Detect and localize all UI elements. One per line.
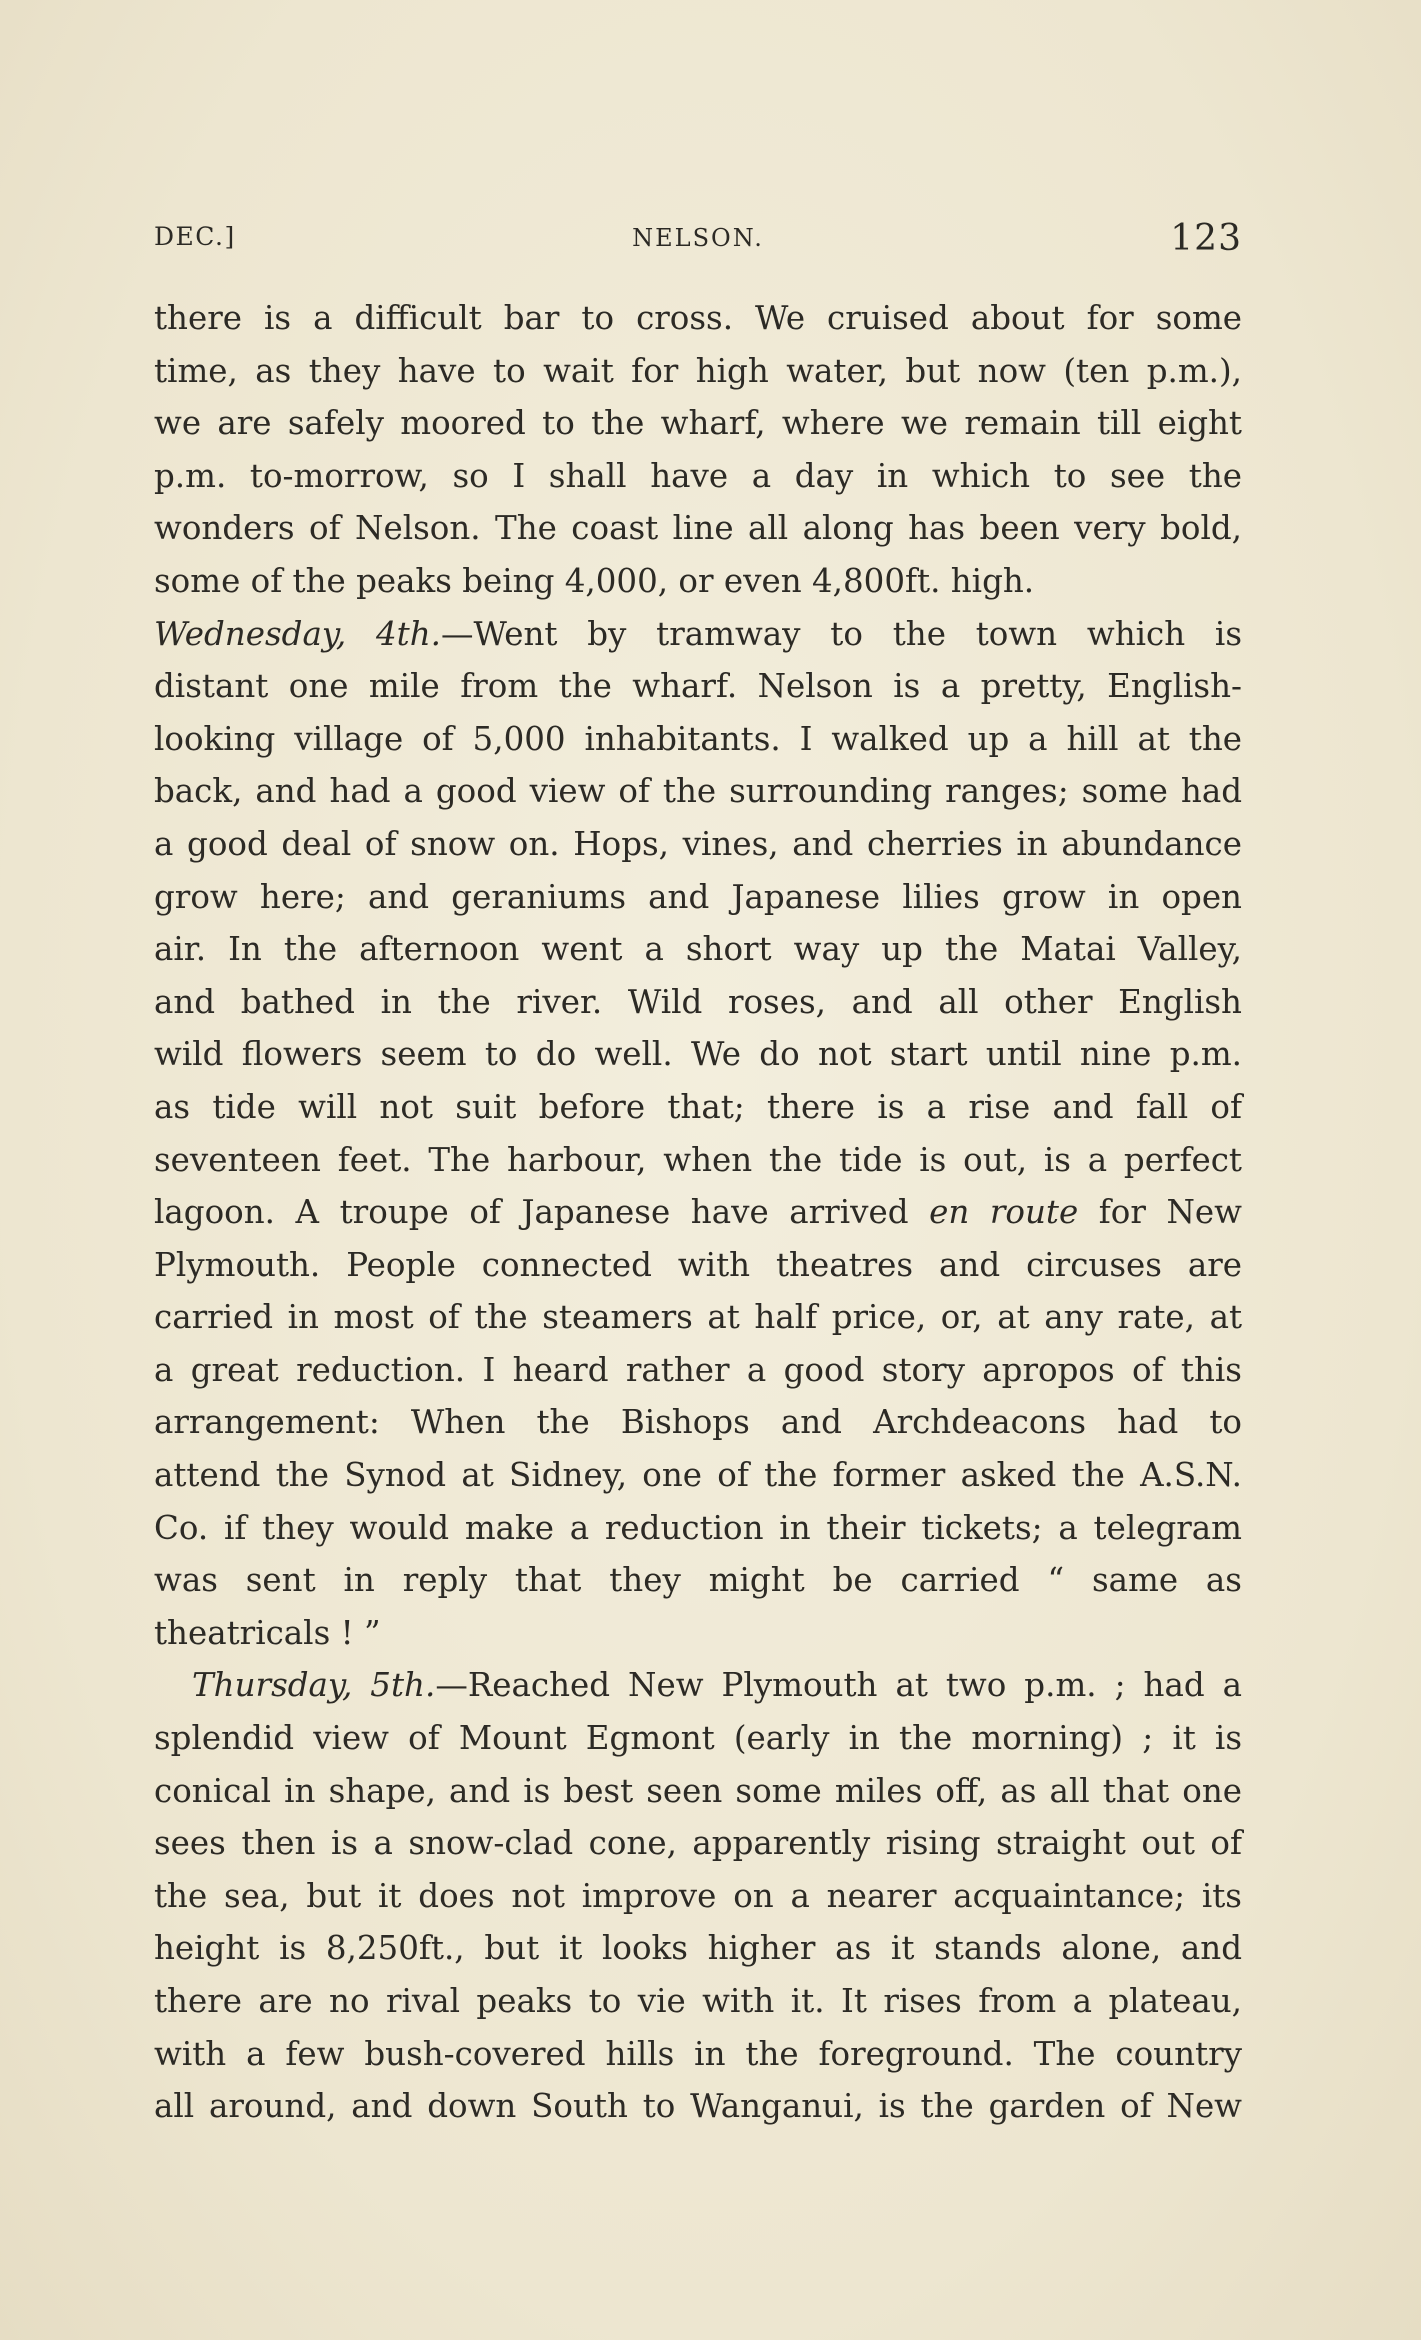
text-line: back, and had a good view of the surrounding ranges; some had [154,772,1242,811]
italic-phrase: en route [929,1193,1079,1232]
text-line: there are no rival peaks to vie with it. It rises from a plateau, [154,1982,1242,2020]
text-line: some of the peaks being 4,000, or even 4,800ft. high. [154,561,1035,600]
text-line: carried in most of the steamers at half price, or, at any rate, at [154,1298,1242,1337]
text-line: as tide will not suit before that; there is a rise and fall of [154,1087,1242,1126]
text-line: air. In the afternoon went a short way up the Matai Valley, [154,930,1242,969]
text-line: wild flowers seem to do well. We do not start until nine p.m. [154,1035,1242,1074]
text-line: a good deal of snow on. Hops, vines, and cherries in abundance [154,824,1242,863]
text-line: and bathed in the river. Wild roses, and all other English [154,982,1242,1021]
text-line: Plymouth. People connected with theatres and circuses are [154,1245,1242,1284]
text-line: Thursday, 5th.—Reached New Plymouth at two p.m. ; had a [192,1666,1242,1705]
text-line: we are safely moored to the wharf, where we remain till eight [154,404,1242,443]
text-line: p.m. to-morrow, so I shall have a day in which to see the [154,456,1242,495]
text-line: splendid view of Mount Egmont (early in the morning) ; it is [154,1719,1242,1758]
text-line: theatricals ! ” [154,1613,381,1652]
date-heading: Wednesday, 4th. [154,614,441,653]
text-line: time, as they have to wait for high water, but now (ten p.m.), [154,351,1242,390]
text-line: a great reduction. I heard rather a good story apropos of this [154,1350,1242,1389]
page-number: 123 [1170,218,1242,259]
text-line: sees then is a snow-clad cone, apparently rising straight out of [154,1824,1242,1863]
text-line: looking village of 5,000 inhabitants. I walked up a hill at the [154,719,1242,758]
text-line: height is 8,250ft., but it looks higher as it stands alone, and [154,1929,1242,1968]
text-line: there is a difficult bar to cross. We cruised about for some [154,299,1242,337]
text-line: wonders of Nelson. The coast line all along has been very bold, [154,509,1242,548]
header-title: NELSON. [632,224,764,252]
text-line: Co. if they would make a reduction in their tickets; a telegram [154,1508,1242,1547]
text-line: lagoon. A troupe of Japanese have arrived en route for New [154,1193,1242,1232]
text-line: with a few bush-covered hills in the foreground. The country [154,2034,1242,2073]
text-line: conical in shape, and is best seen some miles off, as all that one [154,1771,1242,1810]
text-line: grow here; and geraniums and Japanese lilies grow in open [154,877,1242,916]
text-line: seventeen feet. The harbour, when the tide is out, is a perfect [154,1140,1242,1179]
text-line: was sent in reply that they might be carried “ same as [154,1561,1242,1600]
text-line: Wednesday, 4th.—Went by tramway to the town which is [154,614,1243,653]
text-line: the sea, but it does not improve on a nearer acquaintance; its [154,1876,1242,1915]
date-heading: Thursday, 5th. [192,1666,436,1705]
body-text [154,292,1242,2133]
header-section-mark: DEC.] [154,222,236,251]
running-header [154,218,1242,268]
text-line: attend the Synod at Sidney, one of the former asked the A.S.N. [154,1456,1242,1495]
text-line: distant one mile from the wharf. Nelson is a pretty, English- [154,667,1242,706]
text-line: arrangement: When the Bishops and Archdeacons had to [154,1403,1242,1442]
text-line: all around, and down South to Wanganui, is the garden of New [154,2087,1242,2126]
